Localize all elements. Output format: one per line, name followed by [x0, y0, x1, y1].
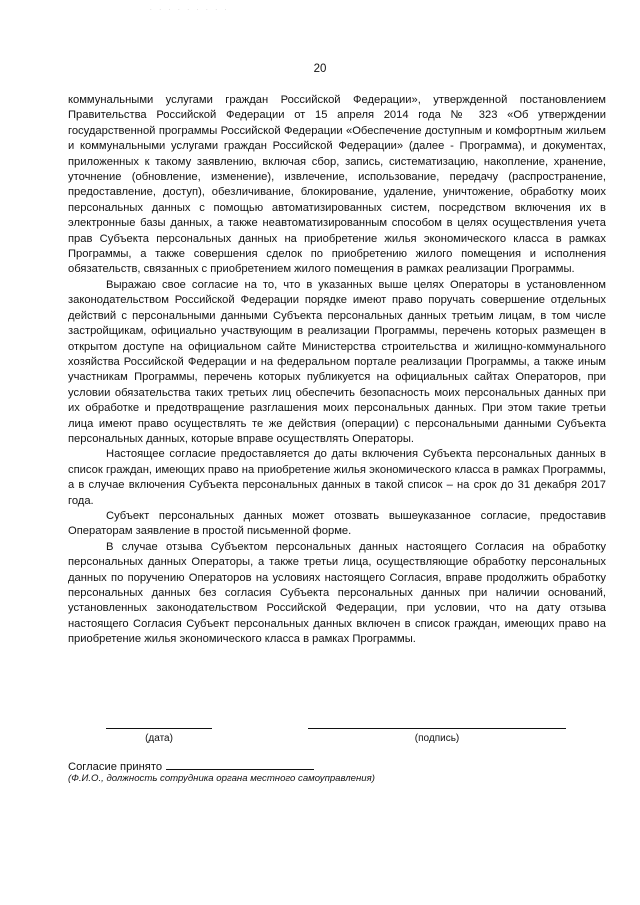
paragraph-revocation-consequences: В случае отзыва Субъектом персональных данных настоящего Согласия на обработку персональных данных Операторы, а также третьи лица, осуществляющие обработку персональных данных по поручению Операторов на условиях настоящего Согласия, вправе продолжить обработку персональных данных без согласия Субъекта персональных данных при наличии оснований, установленных законодательством Российской Федерации, при условии, что на дату отзыва настоящего Согласия Субъект персональных данных включен в список граждан, имеющих право на приобретение жилья экономического класса в рамках Программы. [68, 540, 606, 646]
scan-artifact-marks: . . . . . . . . . [150, 6, 230, 12]
paragraph-revocation: Субъект персональных данных может отозвать вышеуказанное согласие, предоставив Операторам заявление в простой письменной форме. [68, 509, 606, 538]
official-caption: (Ф.И.О., должность сотрудника органа местного самоуправления) [68, 773, 375, 784]
document-body [68, 93, 606, 648]
paragraph-consent-term: Настоящее согласие предоставляется до даты включения Субъекта персональных данных в список граждан, имеющих право на приобретение жилья экономического класса в рамках Программы, а в случае включения Субъекта персональных данных в такой список – на срок до 31 декабря 2017 года. [68, 448, 606, 507]
date-signature-line [106, 728, 212, 729]
date-caption: (дата) [145, 733, 173, 744]
signature-caption: (подпись) [414, 733, 460, 744]
page-number: 20 [313, 63, 327, 75]
signature-line [308, 728, 566, 729]
acceptance-label: Согласие принято [68, 761, 163, 773]
acceptance-line [166, 758, 314, 770]
paragraph-continuation: коммунальными услугами граждан Российской Федерации», утвержденной постановлением Правительства Российской Федерации от 15 апреля 2014 года № 323 «Об утверждении государственной программы Российской Федерации «Обеспечение доступным и комфортным жильем и коммунальными услугами граждан Российской Федерации» (далее - Программа), и документах, приложенных к такому заявлению, включая сбор, запись, систематизацию, накопление, хранение, уточнение (обновление, изменение), извлечение, использование, передачу (распространение, предоставление, доступ), обезличивание, блокирование, удаление, уничтожение, обработку моих персональных данных с помощью автоматизированных систем, посредством включения их в электронные базы данных, а также неавтоматизированным способом в целях осуществления учета прав Субъекта персональных данных на приобретение жилья экономического класса в рамках Программы, а также совершения сделок по приобретению жилого помещения и исполнения обязательств, связанных с приобретением жилого помещения в рамках реализации Программы. [68, 94, 606, 276]
acceptance-row [68, 758, 314, 773]
paragraph-third-parties: Выражаю свое согласие на то, что в указанных выше целях Операторы в установленном законодательством Российской Федерации порядке имеют право поручать совершение отдельных действий с персональными данными Субъекта персональных данных третьим лицам, в том числе застройщикам, официально участвующим в реализации Программы, перечень которых размещен в открытом доступе на официальном сайте Министерства строительства и жилищно-коммунального хозяйства Российской Федерации и на федеральном портале реализации Программы, а также иным участникам Программы, перечень которых публикуется на официальных сайтах Операторов, при условии обязательства таких третьих лиц обеспечить безопасность моих персональных данных при их обработке и предотвращение разглашения моих персональных данных. При этом такие третьи лица имеют право осуществлять те же действия (операции) с персональными данными Субъекта персональных данных, которые вправе осуществлять Операторы. [68, 278, 606, 445]
